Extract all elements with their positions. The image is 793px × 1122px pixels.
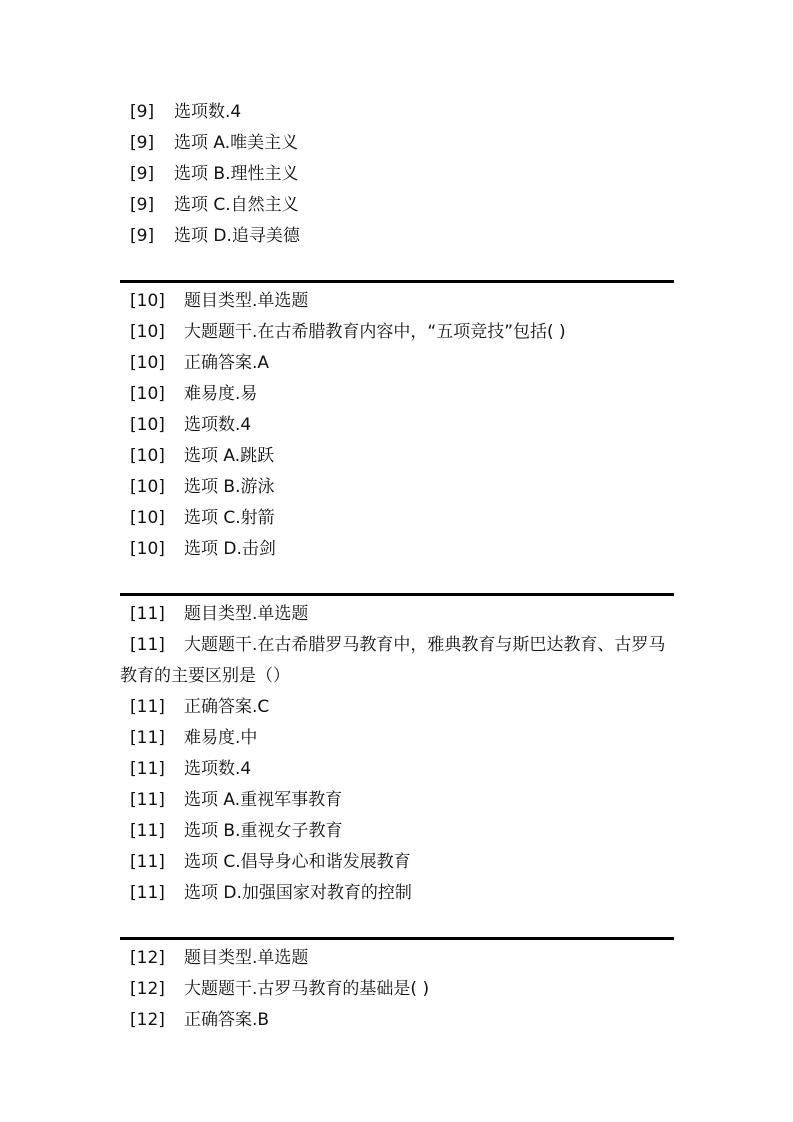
question-line-text: 选项 D.追寻美德 bbox=[174, 226, 300, 246]
question-line-text: 大题题干.在古希腊教育内容中，“五项竞技”包括( ) bbox=[184, 322, 566, 342]
question-index: [11] bbox=[130, 821, 165, 841]
question-line bbox=[120, 599, 674, 630]
question-divider bbox=[120, 593, 674, 596]
question-line-text: 选项 B.理性主义 bbox=[174, 164, 299, 184]
question-line bbox=[120, 441, 674, 472]
question-index: [10] bbox=[130, 415, 165, 435]
question-block-9 bbox=[120, 97, 674, 252]
question-index: [11] bbox=[130, 728, 165, 748]
question-line bbox=[120, 472, 674, 503]
question-line-text: 选项 B.游泳 bbox=[184, 477, 275, 497]
question-index: [10] bbox=[130, 508, 165, 528]
question-index: [10] bbox=[130, 446, 165, 466]
question-index: [10] bbox=[130, 384, 165, 404]
question-line-text: 选项 A.跳跃 bbox=[184, 446, 275, 466]
question-line-text: 选项 D.加强国家对教育的控制 bbox=[184, 883, 412, 903]
question-line-text: 正确答案.B bbox=[184, 1010, 270, 1030]
question-index: [9] bbox=[130, 195, 155, 215]
question-line bbox=[120, 317, 674, 348]
question-line bbox=[120, 159, 674, 190]
question-index: [11] bbox=[130, 790, 165, 810]
question-line bbox=[120, 974, 674, 1005]
question-block-10 bbox=[120, 286, 674, 565]
question-line bbox=[120, 348, 674, 379]
question-line-text: 选项数.4 bbox=[174, 102, 242, 122]
question-index: [11] bbox=[130, 883, 165, 903]
question-line-text: 题目类型.单选题 bbox=[184, 291, 309, 311]
question-line-text: 选项 C.射箭 bbox=[184, 508, 275, 528]
question-line-text: 选项 C.自然主义 bbox=[174, 195, 299, 215]
question-divider bbox=[120, 280, 674, 283]
question-line bbox=[120, 692, 674, 723]
question-line-text: 选项数.4 bbox=[184, 415, 252, 435]
question-line bbox=[120, 847, 674, 878]
question-index: [10] bbox=[130, 353, 165, 373]
question-line bbox=[120, 878, 674, 909]
question-block-11 bbox=[120, 599, 674, 909]
question-divider bbox=[120, 937, 674, 940]
question-line bbox=[120, 410, 674, 441]
question-line bbox=[120, 128, 674, 159]
question-line-text: 选项 D.击剑 bbox=[184, 539, 276, 559]
question-stem-wrapped bbox=[120, 630, 674, 692]
question-line bbox=[120, 943, 674, 974]
question-line-text: 题目类型.单选题 bbox=[184, 948, 309, 968]
question-line bbox=[120, 816, 674, 847]
question-line bbox=[120, 754, 674, 785]
question-index: [11] bbox=[130, 697, 165, 717]
question-index: [9] bbox=[130, 226, 155, 246]
question-line bbox=[120, 503, 674, 534]
question-line bbox=[120, 286, 674, 317]
question-index: [10] bbox=[130, 539, 165, 559]
question-line-text: 难易度.中 bbox=[184, 728, 258, 748]
document-content bbox=[120, 97, 674, 1036]
question-line-text: 选项 A.重视军事教育 bbox=[184, 790, 343, 810]
question-line-text: 大题题干.在古希腊罗马教育中，雅典教育与斯巴达教育、古罗马教育的主要区别是（） bbox=[120, 635, 666, 686]
question-line bbox=[120, 379, 674, 410]
question-index: [10] bbox=[130, 477, 165, 497]
question-index: [12] bbox=[130, 979, 165, 999]
question-line bbox=[120, 723, 674, 754]
question-line-text: 选项 B.重视女子教育 bbox=[184, 821, 343, 841]
question-index: [10] bbox=[130, 322, 165, 342]
question-line-text: 大题题干.古罗马教育的基础是( ) bbox=[184, 979, 430, 999]
question-index: [10] bbox=[130, 291, 165, 311]
question-block-12 bbox=[120, 943, 674, 1036]
question-line-text: 正确答案.A bbox=[184, 353, 270, 373]
question-line-text: 选项 A.唯美主义 bbox=[174, 133, 299, 153]
question-line-text: 题目类型.单选题 bbox=[184, 604, 309, 624]
question-index: [9] bbox=[130, 164, 155, 184]
question-index: [11] bbox=[130, 604, 165, 624]
question-index: [9] bbox=[130, 102, 155, 122]
question-index: [9] bbox=[130, 133, 155, 153]
question-index: [12] bbox=[130, 948, 165, 968]
question-line bbox=[120, 190, 674, 221]
question-line-text: 选项 C.倡导身心和谐发展教育 bbox=[184, 852, 411, 872]
question-line bbox=[120, 785, 674, 816]
question-index: [11] bbox=[130, 852, 165, 872]
question-line-text: 选项数.4 bbox=[184, 759, 252, 779]
question-line bbox=[120, 534, 674, 565]
question-line-text: 正确答案.C bbox=[184, 697, 270, 717]
question-line bbox=[120, 1005, 674, 1036]
question-line bbox=[120, 221, 674, 252]
question-index: [11] bbox=[130, 635, 165, 655]
question-index: [12] bbox=[130, 1010, 165, 1030]
question-index: [11] bbox=[130, 759, 165, 779]
question-line bbox=[120, 97, 674, 128]
question-line-text: 难易度.易 bbox=[184, 384, 258, 404]
